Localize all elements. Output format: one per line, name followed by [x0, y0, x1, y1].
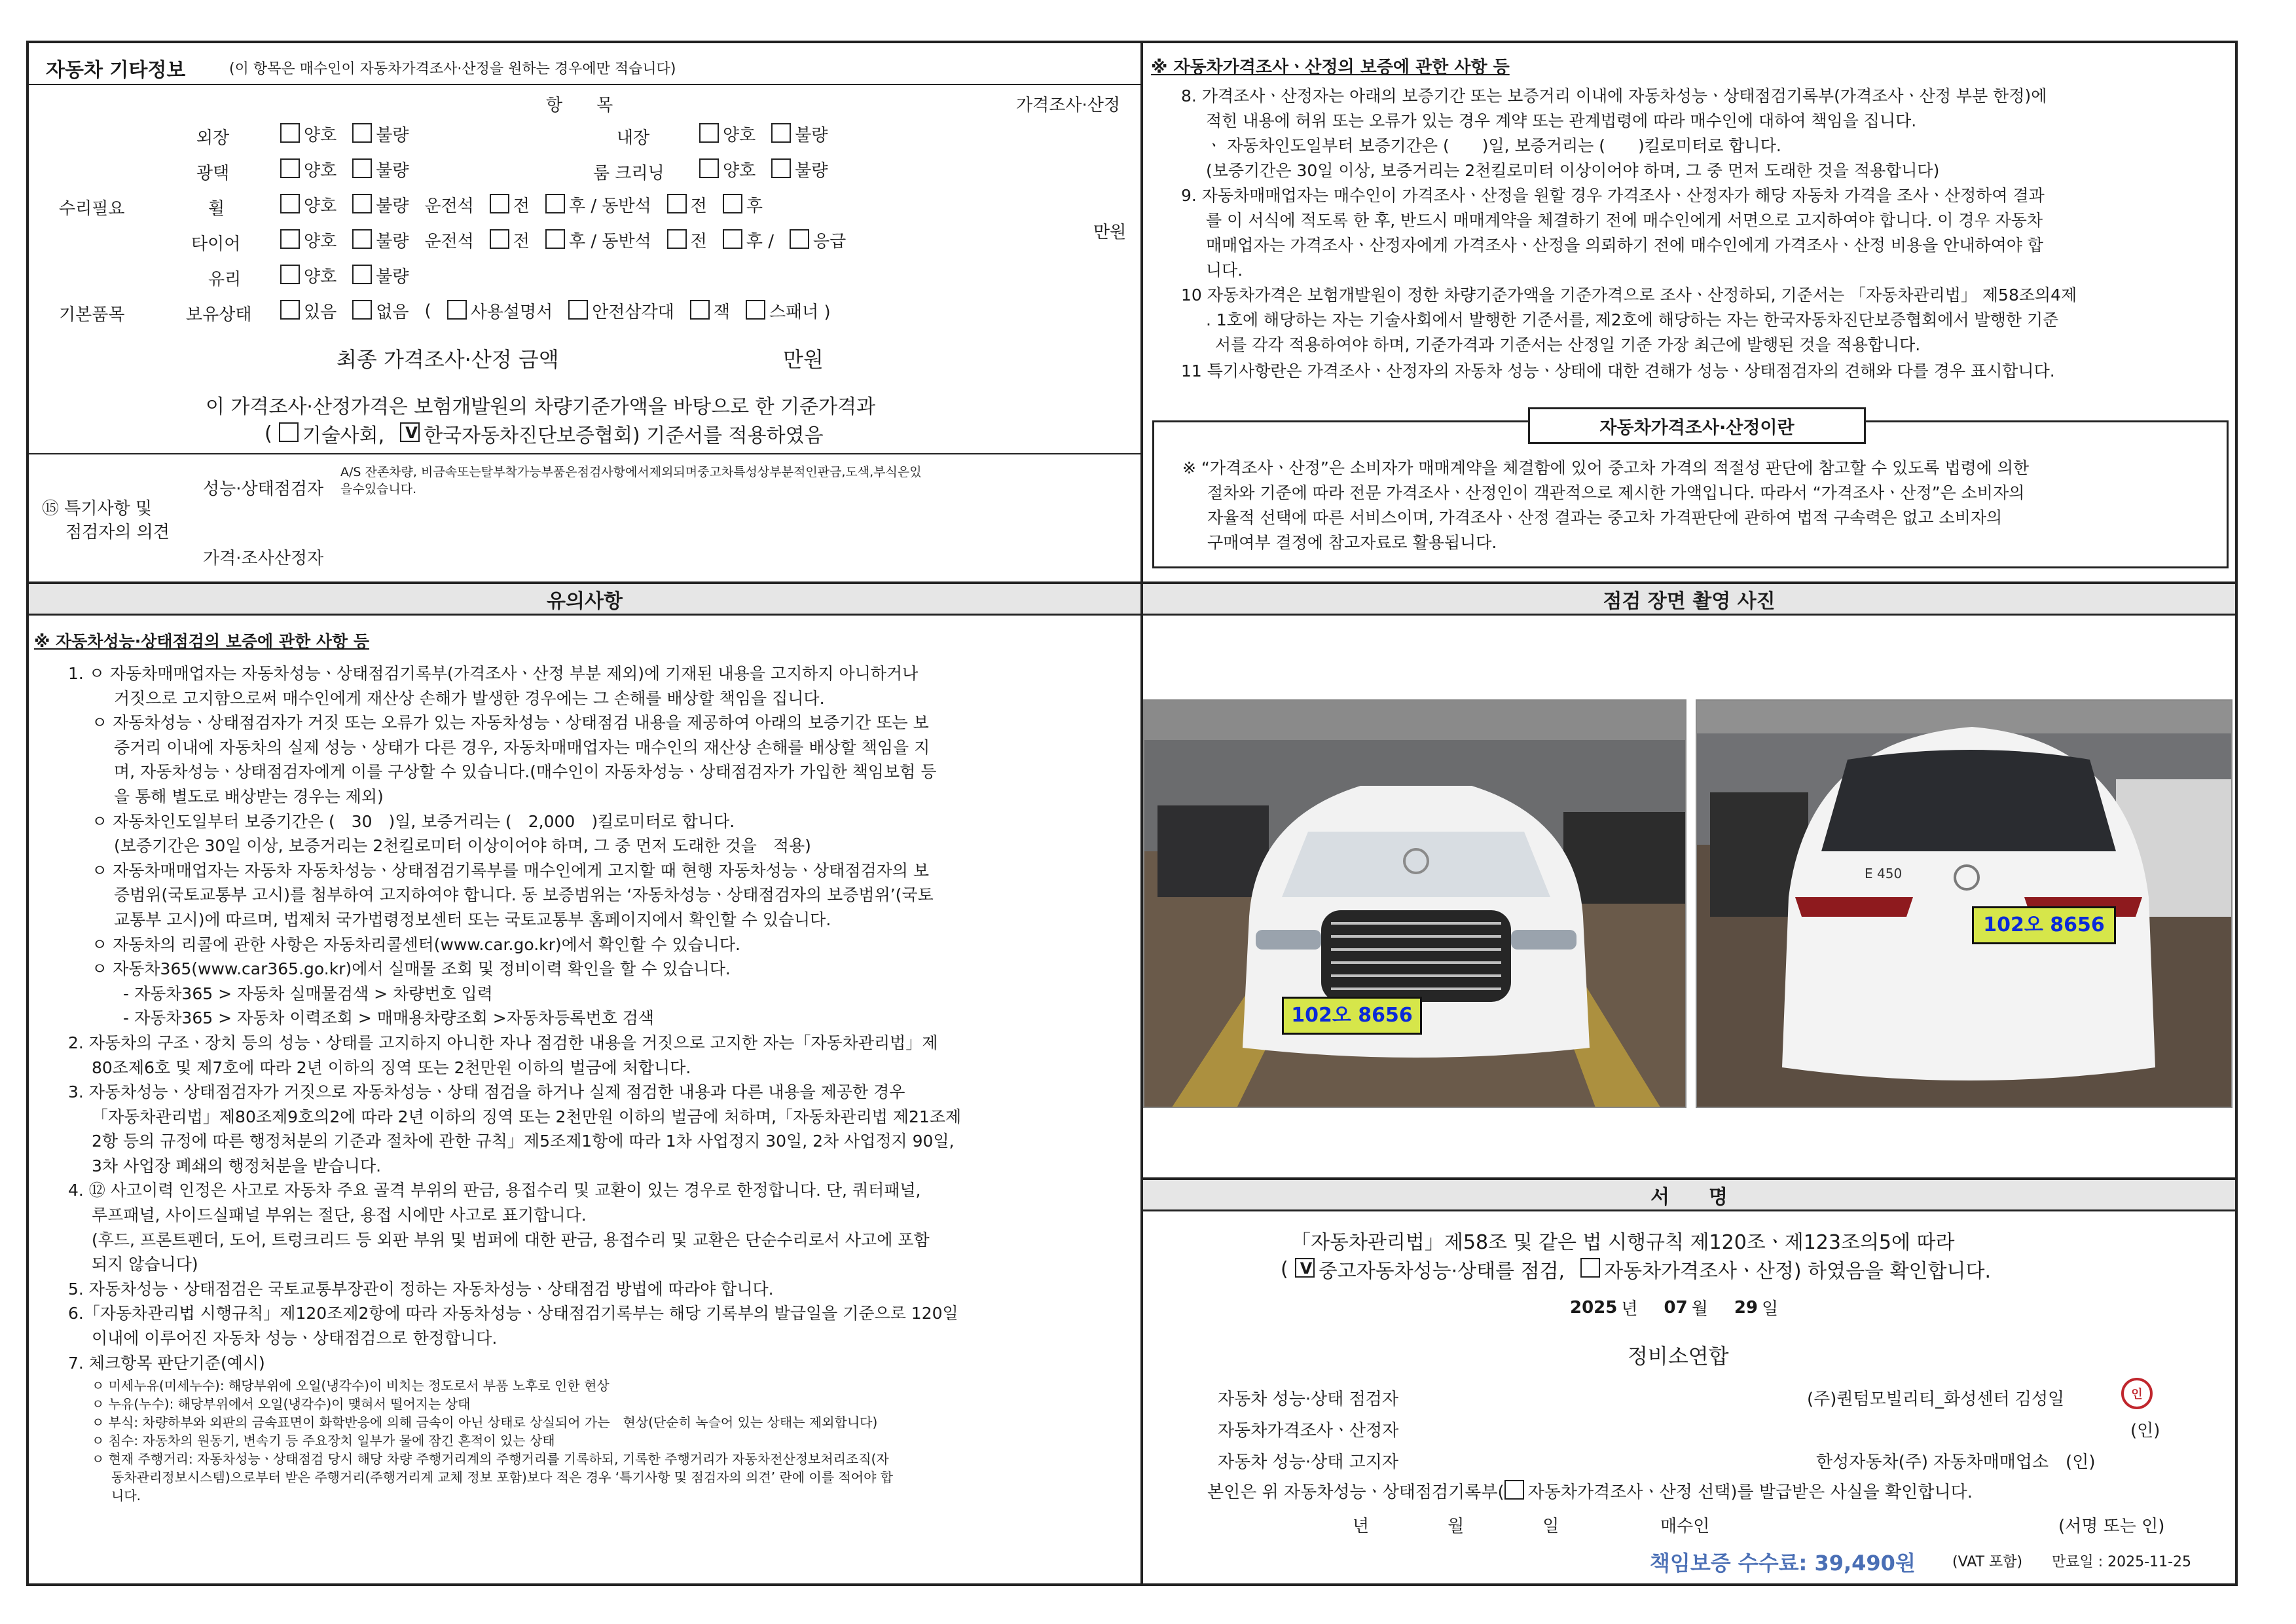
rear-badge: E 450 — [1865, 866, 1903, 881]
notes-subtitle: ※ 자동차성능·상태점검의 보증에 관한 사항 등 — [34, 632, 370, 651]
tire-rear-passenger-checkbox[interactable] — [545, 229, 565, 249]
front-photo — [1143, 699, 1686, 1108]
repair-needed-label: 수리필요 — [59, 199, 125, 219]
wheel-front2-checkbox[interactable] — [667, 194, 687, 213]
row-room-cleaning: 룸 크리닝 — [593, 164, 665, 183]
inspector-sign-label: 자동차 성능·상태 점검자 — [1218, 1390, 1398, 1409]
guarantee-fee-vat: (VAT 포함) — [1952, 1554, 2023, 1570]
used-car-inspection-checkbox[interactable] — [1295, 1258, 1315, 1278]
row-tire: 타이어 — [191, 234, 241, 254]
criteria-list — [92, 1376, 893, 1505]
none-checkbox[interactable] — [352, 300, 372, 320]
col-price-header: 가격조사·산정 — [1016, 96, 1120, 115]
note-line: 6.「자동차관리법 시행규칙」제120조제2항에 따라 자동차성능ㆍ상태점검기록부는 해당 기록부의 발급일을 기준으로 120일 — [68, 1304, 958, 1323]
tire-front2-checkbox[interactable] — [667, 229, 687, 249]
tire-front-checkbox[interactable] — [490, 229, 509, 249]
item9-text: 9. 자동차매매업자는 매수인이 가격조사ㆍ산정을 원할 경우 가격조사ㆍ산정자가 해당 자동차 가격을 조사ㆍ산정하여 결과 를 이 서식에 적도록 한 후, 반드시 매매계약을 체결하기 전에 매수인에게 서면으로 고지하여야 합니다. 이 경우 자동차 매매업자는 가격조사ㆍ산정자에게 가격조사ㆍ산정을 의뢰하기 전에 매수인에게 가격조사ㆍ산정 비용을 안내하여야 합 니다. — [1181, 186, 2045, 280]
rule — [29, 84, 1140, 85]
room-good-checkbox[interactable] — [699, 158, 719, 178]
rear-photo — [1696, 699, 2232, 1108]
tire-spare-checkbox[interactable] — [790, 229, 809, 249]
receipt-price-checkbox[interactable] — [1504, 1480, 1524, 1500]
wheel-rear-passenger-checkbox[interactable] — [545, 194, 565, 213]
photos-band: 점검 장면 촬영 사진 — [1143, 584, 2235, 616]
guarantee-fee: 책임보증 수수료: 39,490원 — [1650, 1551, 1916, 1576]
basis-line2: ( 기술사회, V 한국자동차진단보증협회) 기준서를 적용하였음 — [264, 419, 824, 448]
col-item-header: 항 목 — [546, 96, 613, 115]
inspector-note-line2: 을수있습니다. — [340, 482, 417, 496]
note-line: 2항 등의 규정에 따른 행정처분의 기준과 절차에 관한 규칙」제5조제1항에 따라 1차 사업정지 30일, 2차 사업정지 90일, — [92, 1132, 955, 1151]
gloss-good-checkbox[interactable] — [280, 158, 300, 178]
exterior-options: 양호 불량 — [280, 122, 409, 146]
rear-car-image — [1697, 701, 2232, 1108]
note-line: 되지 않습니다) — [92, 1255, 198, 1274]
kadia-checkbox[interactable] — [400, 422, 420, 442]
item11-text: 11 특기사항란은 가격조사ㆍ산정자의 자동차 성능ㆍ상태에 대한 견해가 성능ㆍ상태점검자의 견해와 다를 경우 표시합니다. — [1181, 361, 2055, 380]
tire-good-checkbox[interactable] — [280, 229, 300, 249]
note-line: 거짓으로 고지함으로써 매수인에게 재산상 손해가 발생한 경우에는 그 손해를 배상할 책임을 집니다. — [114, 688, 825, 708]
criteria-line: ㅇ 현재 주행거리: 자동차성능ㆍ상태점검 당시 해당 차량 주행거리계의 주행거리를 기록하되, 기록한 주행거리가 자동차전산정보처리조직(자 — [92, 1451, 889, 1467]
sign-date: 2025 년 07 월 29 일 — [1570, 1297, 1779, 1319]
wheel-good-checkbox[interactable] — [280, 194, 300, 213]
wheel-bad-checkbox[interactable] — [352, 194, 372, 213]
row-glass: 유리 — [208, 270, 242, 289]
sign-statement-2: ( V 중고자동차성능·상태를 점검, 자동차가격조사ㆍ산정) 하였음을 확인합니다. — [1281, 1255, 1991, 1283]
manual-checkbox[interactable] — [447, 300, 467, 320]
note-line: - 자동차365 > 자동차 이력조회 > 매매용차량조회 >자동차등록번호 검색 — [123, 1008, 655, 1028]
spanner-checkbox[interactable] — [746, 300, 765, 320]
wheel-rear-checkbox[interactable] — [723, 194, 742, 213]
note-line: 며, 자동차성능ㆍ상태점검자에게 이를 구상할 수 있습니다.(매수인이 자동차성능ㆍ상태점검자가 가입한 책임보험 등 — [114, 762, 937, 782]
note-line: 1. ㅇ 자동차매매업자는 자동차성능ㆍ상태점검기록부(가격조사ㆍ산정 부분 제외)에 기재된 내용을 고지하지 아니하거나 — [68, 664, 919, 683]
criteria-line: 동차관리정보시스템)으로부터 받은 주행거리(주행거리계 교체 정보 포함)보다 적은 경우 ‘특기사항 및 점검자의 의견’ 란에 이를 적어야 합 — [111, 1469, 894, 1485]
note-line: 을 통해 별도로 배상받는 경우는 제외) — [114, 786, 384, 806]
room-bad-checkbox[interactable] — [771, 158, 791, 178]
wheel-front-checkbox[interactable] — [490, 194, 509, 213]
note-line: 80조제6호 및 제7호에 따라 2년 이하의 징역 또는 2천만원 이하의 벌금에 처합니다. — [92, 1058, 691, 1077]
other-info-subtitle: (이 항목은 매수인이 자동차가격조사·산정을 원하는 경우에만 적습니다) — [229, 61, 676, 77]
price-appraisal-checkbox[interactable] — [1580, 1258, 1600, 1278]
note-line: ㅇ 자동차의 리콜에 관한 사항은 자동차리콜센터(www.car.go.kr)에서 확인할 수 있습니다. — [92, 934, 740, 954]
glass-bad-checkbox[interactable] — [352, 265, 372, 284]
note-line: ㅇ 자동차성능ㆍ상태점검자가 거짓 또는 오류가 있는 자동차성능ㆍ상태점검 내용을 제공하여 아래의 보증기간 또는 보 — [92, 713, 929, 733]
note-line: 4. ⑫ 사고이력 인정은 사고로 자동차 주요 골격 부위의 판금, 용접수리 및 교환이 있는 경우로 한정합니다. 단, 쿼터패널, — [68, 1181, 921, 1200]
note-line: 「자동차관리법」제80조제9호의2에 따라 2년 이하의 징역 또는 2천만원 이하의 벌금에 처하며,「자동차관리법 제21조제 — [92, 1107, 962, 1126]
triangle-checkbox[interactable] — [568, 300, 588, 320]
notes-band: 유의사항 — [29, 584, 1140, 616]
note-line: ㅇ 자동차365(www.car365.go.kr)에서 실매물 조회 및 정비이력 확인을 할 수 있습니다. — [92, 959, 731, 979]
interior-good-checkbox[interactable] — [699, 123, 719, 143]
price-definition-title: 자동차가격조사·산정이란 — [1528, 407, 1866, 444]
note-line: 이내에 이루어진 자동차 성능ㆍ상태점검으로 한정합니다. — [92, 1329, 498, 1348]
special-notes-label-2: 점검자의 의견 — [65, 523, 170, 542]
note-line: 3. 자동차성능ㆍ상태점검자가 거짓으로 자동차성능ㆍ상태 점검을 하거나 실제 점검한 내용과 다른 내용을 제공한 경우 — [68, 1082, 905, 1102]
row-interior: 내장 — [617, 128, 650, 148]
criteria-line: ㅇ 누유(누수): 해당부위에서 오일(냉각수)이 맺혀서 떨어지는 상태 — [92, 1396, 471, 1412]
appraiser-sign-value: (인) — [2130, 1421, 2160, 1441]
document-frame — [26, 41, 2238, 1586]
red-seal-icon: 인 — [2121, 1378, 2153, 1409]
gloss-options: 양호 불량 — [280, 157, 409, 181]
criteria-line: ㅇ 부식: 차량하부와 외판의 금속표면이 화학반응에 의해 금속이 아닌 상태로 상실되어 가는 현상(단순히 녹슬어 있는 상태는 제외합니다) — [92, 1414, 878, 1430]
criteria-line: ㅇ 침수: 자동차의 원동기, 변속기 등 주요장치 일부가 물에 잠긴 흔적이 있는 상태 — [92, 1433, 555, 1449]
note-line: 5. 자동차성능ㆍ상태점검은 국토교통부장관이 정하는 자동차성능ㆍ상태점검 방법에 따라야 합니다. — [68, 1279, 774, 1299]
gloss-bad-checkbox[interactable] — [352, 158, 372, 178]
note-line: 증범위(국토교통부 고시)를 첨부하여 고지하여야 합니다. 동 보증범위는 ‘자동차성능ㆍ상태점검자의 보증범위’(국토 — [114, 885, 934, 905]
basis-line1: 이 가격조사·산정가격은 보험개발원의 차량기준가액을 바탕으로 한 기준가격과 — [206, 396, 876, 418]
union-name: 정비소연합 — [1628, 1344, 1729, 1369]
holding-status-label: 보유상태 — [186, 305, 252, 325]
front-car-image — [1144, 701, 1686, 1108]
notifier-sign-value: 한성자동차(주) 자동차매매업소 (인) — [1816, 1452, 2096, 1472]
holding-options: 있음 없음 ( 사용설명서 안전삼각대 잭 스패너 ) — [280, 299, 831, 323]
inspector-label: 성능·상태점검자 — [203, 479, 324, 499]
jack-checkbox[interactable] — [690, 300, 710, 320]
receipt-statement: 본인은 위 자동차성능ㆍ상태점검기록부( 자동차가격조사ㆍ산정 선택)를 발급받은 사실을 확인합니다. — [1207, 1479, 1973, 1503]
appraiser-label: 가격·조사산정자 — [203, 549, 324, 568]
item10-text: 10 자동차가격은 보험개발원이 정한 차량기준가액을 기준가격으로 조사ㆍ산정하되, 기준서는 「자동차관리법」 제58조의4제 . 1호에 해당하는 자는 기술사회에서 발행한 기준서를, 제2호에 해당하는 자는 한국자동차진단보증협회에서 발행한 기준 서를 각각 적용하여야 하며, 기준가격과 기준서는 산정일 기준 가장 최근에 발행된 것을 적용합니다. — [1181, 286, 2077, 354]
signature-band: 서 명 — [1143, 1180, 2235, 1211]
interior-options: 양호 불량 — [699, 122, 828, 146]
item8-text: 8. 가격조사ㆍ산정자는 아래의 보증기간 또는 보증거리 이내에 자동차성능ㆍ상태점검기록부(가격조사ㆍ산정 부분 한정)에 적힌 내용에 허위 또는 오류가 있는 경우 계약 또는 관계법령에 따라 매수인에 대하여 책임을 집니다. ㆍ 자동차인도일부터 보증기간은 ( )일, 보증거리는 ( )킬로미터로 합니다. (보증기간은 30일 이상, 보증거리는 2천킬로미터 이상이어야 하며, 그 중 먼저 도래한 것을 적용합니다) — [1181, 86, 2047, 180]
rule — [29, 453, 1140, 454]
note-line: (보증기간은 30일 이상, 보증거리는 2천킬로미터 이상이어야 하며, 그 중 먼저 도래한 것을 적용) — [114, 836, 811, 856]
sign-statement-1: 「자동차관리법」제58조 및 같은 법 시행규칙 제120조ㆍ제123조의5에 따라 — [1291, 1231, 1955, 1254]
price-unit: 만원 — [1093, 223, 1127, 242]
tire-options: 양호 불량 운전석 전 후 / 동반석 전 후 / 응급 — [280, 228, 846, 252]
room-cleaning-options: 양호 불량 — [699, 157, 828, 181]
basic-items-label: 기본품목 — [59, 305, 125, 325]
exterior-bad-checkbox[interactable] — [352, 123, 372, 143]
receipt-date: 년 월 일 — [1353, 1517, 1559, 1536]
inspector-note-line1: A/S 잔존차량, 비금속또는탈부착가능부품은점검사항에서제외되며중고차특성상부분적인판금,도색,부식은있 — [340, 465, 922, 479]
notifier-sign-label: 자동차 성능·상태 고지자 — [1218, 1452, 1398, 1472]
buyer-label: 매수인 — [1660, 1517, 1710, 1536]
rear-license-plate: 102오 8656 — [1972, 906, 2116, 944]
note-line: ㅇ 자동차인도일부터 보증기간은 ( 30 )일, 보증거리는 ( 2,000 )킬로미터로 합니다. — [92, 811, 735, 831]
note-line: 7. 체크항목 판단기준(예시) — [68, 1353, 265, 1373]
final-amount-unit: 만원 — [783, 347, 824, 372]
inspector-sign-value: (주)퀀텀모빌리티_화성센터 김성일 — [1807, 1390, 2065, 1409]
final-amount-label: 최종 가격조사·산정 금액 — [337, 347, 559, 372]
criteria-line: 니다. — [111, 1488, 141, 1504]
buyer-sign: (서명 또는 인) — [2058, 1517, 2165, 1536]
other-info-title: 자동차 기타정보 — [46, 59, 186, 82]
tech-society-checkbox[interactable] — [279, 422, 299, 442]
wheel-options: 양호 불량 운전석 전 후 / 동반석 전 후 — [280, 193, 763, 217]
note-line: - 자동차365 > 자동차 실매물검색 > 차량번호 입력 — [123, 984, 493, 1003]
tire-bad-checkbox[interactable] — [352, 229, 372, 249]
exterior-good-checkbox[interactable] — [280, 123, 300, 143]
note-line: ㅇ 자동차매매업자는 자동차 자동차성능ㆍ상태점검기록부를 매수인에게 고지할 때 현행 자동차성능ㆍ상태점검자의 보 — [92, 860, 930, 880]
note-line: 루프패널, 사이드실패널 부위는 절단, 용접 시에만 사고로 표기합니다. — [92, 1206, 587, 1225]
notes-body — [68, 661, 961, 1375]
note-line: 교통부 고시)에 따르며, 법제처 국가법령정보센터 또는 국토교통부 홈페이지에서 확인할 수 있습니다. — [114, 910, 831, 929]
special-notes-label-1: ⑮ 특기사항 및 — [42, 499, 153, 519]
criteria-line: ㅇ 미세누유(미세누수): 해당부위에 오일(냉각수)이 비치는 정도로서 부품 노후로 인한 현상 — [92, 1378, 610, 1393]
tire-rear-checkbox[interactable] — [723, 229, 742, 249]
appraiser-sign-label: 자동차가격조사ㆍ산정자 — [1218, 1421, 1399, 1441]
price-definition-text: ※ “가격조사ㆍ산정”은 소비자가 매매계약을 체결함에 있어 중고차 가격의 적절성 판단에 참고할 수 있도록 법령에 의한 절차와 기준에 따라 전문 가격조사ㆍ산정인이 객관적으로 제시한 가액입니다. 따라서 “가격조사ㆍ산정”은 소비자의 자율적 선택에 따른 서비스이며, 가격조사ㆍ산정 결과는 중고차 가격판단에 관하여 법적 구속력은 없고 소비자의 구매여부 결정에 참고자료로 활용됩니다. — [1182, 458, 2030, 552]
glass-good-checkbox[interactable] — [280, 265, 300, 284]
have-checkbox[interactable] — [280, 300, 300, 320]
row-wheel: 휠 — [208, 199, 225, 219]
note-line: 3차 사업장 폐쇄의 행정처분을 받습니다. — [92, 1156, 382, 1175]
interior-bad-checkbox[interactable] — [771, 123, 791, 143]
glass-options: 양호 불량 — [280, 263, 409, 287]
row-gloss: 광택 — [196, 164, 230, 183]
row-exterior: 외장 — [196, 128, 230, 148]
note-line: 증거리 이내에 자동차의 실제 성능ㆍ상태가 다른 경우, 자동차매매업자는 매수인의 재산상 손해를 배상할 책임을 지 — [114, 737, 930, 757]
note-line: (후드, 프론트펜더, 도어, 트렁크리드 등 외판 부위 및 범퍼에 대한 판금, 용접수리 및 교환은 단순수리로서 사고에 포함 — [92, 1230, 930, 1249]
price-guarantee-title: ※ 자동차가격조사ㆍ산정의 보증에 관한 사항 등 — [1151, 58, 1510, 77]
front-license-plate: 102오 8656 — [1282, 997, 1422, 1035]
note-line: 2. 자동차의 구조ㆍ장치 등의 성능ㆍ상태를 고지하지 아니한 자나 점검한 내용을 거짓으로 고지한 자는「자동차관리법」제 — [68, 1033, 938, 1052]
guarantee-expiry: 만료일 : 2025-11-25 — [2052, 1554, 2192, 1570]
